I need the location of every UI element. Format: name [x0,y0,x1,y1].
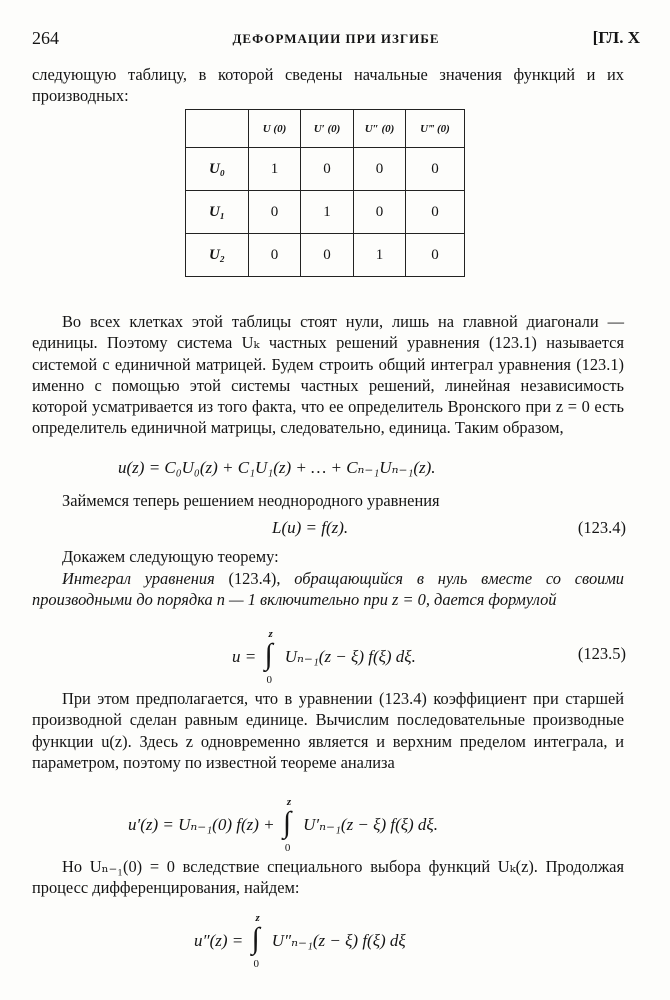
equation-123-5 [0,628,670,686]
equation-integrand: U″ₙ₋₁(z − ξ) f(ξ) dξ [271,930,406,950]
equation-general-solution [0,452,670,492]
equation-body [128,796,438,854]
initial-values-table [185,109,465,277]
chapter-title: ДЕФОРМАЦИИ ПРИ ИЗГИБЕ [232,31,440,46]
equation-body: u(z) = C₀U₀(z) + C₁U₁(z) + … + Cₙ₋₁Uₙ₋₁(z). [118,458,436,477]
theorem-reference: (123.4), [228,569,281,588]
paragraph-theorem-intro: Докажем следующую теорему: [62,547,279,566]
table-cell: 0 [354,191,406,234]
table-header-row [186,110,465,148]
equation-body [232,628,416,686]
table-row [186,191,465,234]
row-label: U₀ [186,148,249,191]
equation-lhs: u′(z) = Uₙ₋₁(0) f(z) + [128,814,275,834]
table-cell: 1 [249,148,301,191]
paragraph-inhomogeneous: Займемся теперь решением неоднородного уравнения [62,491,440,510]
theorem-statement [32,568,624,611]
running-header [32,28,640,50]
paragraph-continue: Но Uₙ₋₁(0) = 0 вследствие специального выбора функций Uₖ(z). Продолжая процесс дифференцирования, найдем: [32,857,624,898]
table-cell: 0 [406,234,465,277]
table-row [186,148,465,191]
equation-lhs: u = [232,646,257,666]
paragraph-diagonal: Во всех клетках этой таблицы стоят нули, лишь на главной диагонали — единицы. Поэтому система Uₖ частных решений уравнения (123.1) называется системой с единичной матрицей. Будем строить общий интеграл уравнения (123.1) именно с помощью этой системы частных решений, линейная независимость которой усматривается из того факта, что ее определитель Вронского при z = 0 есть определитель единичной матрицы, следовательно, единица. Таким образом, [32,312,624,438]
equation-lhs: u″(z) = [194,930,244,950]
table-header-cell [186,110,249,148]
integral-upper-limit: z [255,912,260,924]
equation-integrand: Uₙ₋₁(z − ξ) f(ξ) dξ. [284,646,416,666]
table-header-cell: U″ (0) [354,110,406,148]
equation-body [194,912,406,970]
table-header-cell: U′ (0) [301,110,354,148]
equation-second-derivative [0,912,670,970]
integral-sign: ∫ z 0 [264,628,273,686]
row-label: U₁ [186,191,249,234]
row-label: U₂ [186,234,249,277]
equation-first-derivative [0,796,670,854]
chapter-number: [ГЛ. X [592,28,640,47]
integral-upper-limit: z [268,628,273,640]
table-cell: 1 [354,234,406,277]
integral-sign: ∫ z 0 [251,912,260,970]
table-cell: 0 [301,148,354,191]
table-cell: 0 [249,191,301,234]
integral-upper-limit: z [286,796,292,808]
table-header-cell: U (0) [249,110,301,148]
table-cell: 0 [249,234,301,277]
page-number: 264 [32,28,59,48]
integral-sign: ∫ z 0 [282,796,292,854]
table-cell: 0 [301,234,354,277]
table-cell: 0 [406,148,465,191]
equation-integrand: U′ₙ₋₁(z − ξ) f(ξ) dξ. [303,814,438,834]
table-header-cell: U‴ (0) [406,110,465,148]
integral-lower-limit: 0 [253,958,259,970]
equation-number: (123.5) [577,644,626,663]
theorem-text-start: Интеграл уравнения [62,569,215,588]
table-cell: 1 [301,191,354,234]
intro-text: следующую таблицу, в которой сведены начальные значения функций и их производных: [32,65,624,106]
theorem-text-end: обращающийся в нуль вместе со своими производными до порядка n — 1 включительно при z = 0, дается формулой [32,569,624,610]
equation-number: (123.4) [577,518,626,537]
integral-lower-limit: 0 [284,842,291,854]
paragraph-derivatives: При этом предполагается, что в уравнении (123.4) коэффициент при старшей производной сделан равным единице. Вычислим последовательные производные функции u(z). Здесь z одновременно является и верхним пределом интеграла, и параметром, поэтому по известной теореме анализа [32,689,624,772]
equation-body: L(u) = f(z). [272,518,349,537]
table-cell: 0 [354,148,406,191]
integral-lower-limit: 0 [266,674,272,686]
table-row [186,234,465,277]
table-cell: 0 [406,191,465,234]
